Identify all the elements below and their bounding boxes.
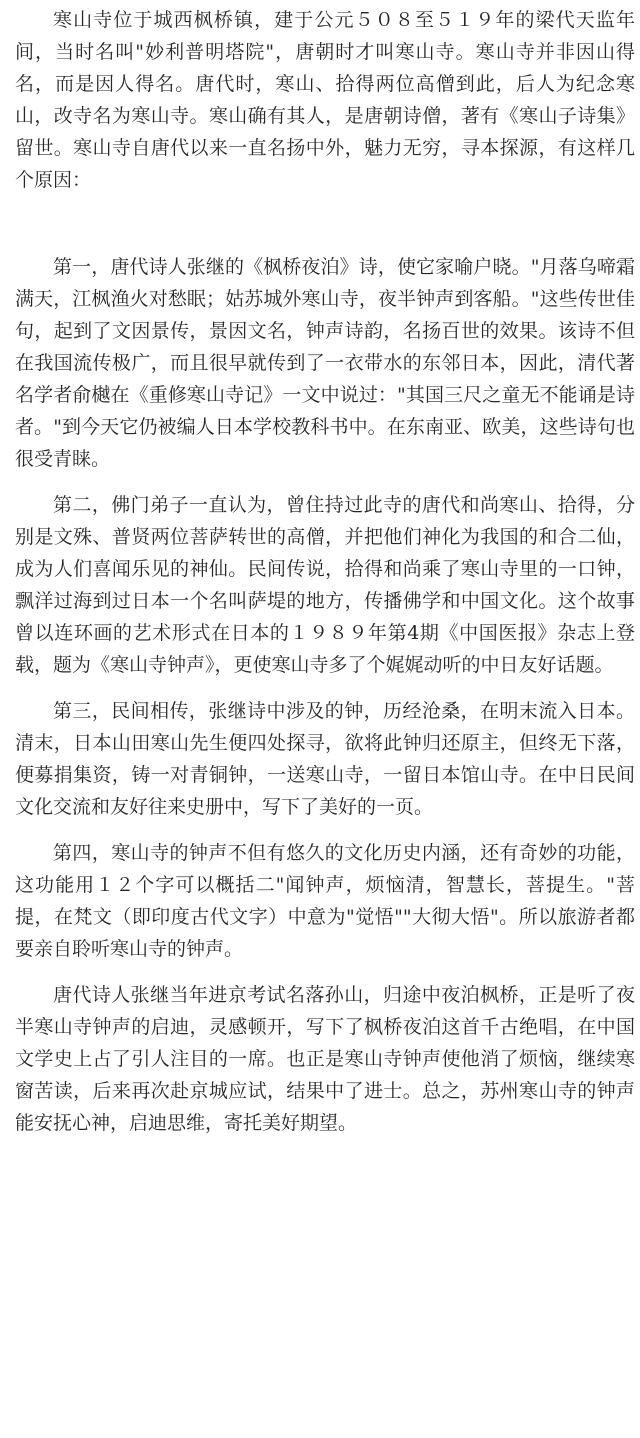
paragraph-intro: 寒山寺位于城西枫桥镇，建于公元５０８至５１９年的梁代天监年间，当时名叫"妙利普明塔院"，唐朝时才叫寒山寺。寒山寺并非因山得名，而是因人得名。唐代时，寒山、拾得两位高僧到此，后人为纪念寒山，改寺名为寒山寺。寒山确有其人，是唐朝诗僧，著有《寒山子诗集》留世。寒山寺自唐代以来一直名扬中外，魅力无穷，寻本探源，有这样几个原因： xyxy=(15,9,635,191)
paragraph-third-reason: 第三，民间相传，张继诗中涉及的钟，历经沧桑，在明末流入日本。清末，日本山田寒山先生便四处探寻，欲将此钟归还原主，但终无下落，便募捐集资，铸一对青铜钟，一送寒山寺，一留日本馆山寺。在中日民间文化交流和友好往来史册中，写下了美好的一页。 xyxy=(15,700,635,818)
article-body xyxy=(15,4,635,1139)
paragraph-fourth-reason: 第四，寒山寺的钟声不但有悠久的文化历史内涵，还有奇妙的功能，这功能用１２个字可以概括二"闻钟声，烦恼清，智慧长，菩提生。"菩提，在梵文（即印度古代文字）中意为"觉悟""大彻大悟"。所以旅游者都要亲自聆听寒山寺的钟声。 xyxy=(15,842,635,960)
paragraph-second-reason: 第二，佛门弟子一直认为，曾住持过此寺的唐代和尚寒山、拾得，分别是文殊、普贤两位菩萨转世的高僧，并把他们神化为我国的和合二仙，成为人们喜闻乐见的神仙。民间传说，拾得和尚乘了寒山寺里的一口钟，飘洋过海到过日本一个名叫萨堤的地方，传播佛学和中国文化。这个故事曾以连环画的艺术形式在日本的１９８９年第4期《中国医报》杂志上登载，题为《寒山寺钟声》，更使寒山寺多了个娓娓动听的中日友好话题。 xyxy=(15,494,635,676)
paragraph-spacer xyxy=(15,965,635,979)
paragraph-spacer xyxy=(15,475,635,489)
paragraph-conclusion: 唐代诗人张继当年进京考试名落孙山，归途中夜泊枫桥，正是听了夜半寒山寺钟声的启迪，灵感顿开，写下了枫桥夜泊这首千古绝唱，在中国文学史上占了引人注目的一席。也正是寒山寺钟声使他消了烦恼，继续寒窗苦读，后来再次赴京城应试，结果中了进士。总之，苏州寒山寺的钟声能安抚心神，启迪思维，寄托美好期望。 xyxy=(15,984,635,1134)
paragraph-first-reason: 第一，唐代诗人张继的《枫桥夜泊》诗，使它家喻户晓。"月落乌啼霜满天，江枫渔火对愁眠；姑苏城外寒山寺，夜半钟声到客船。"这些传世佳句，起到了文因景传，景因文名，钟声诗韵，名扬百世的效果。该诗不但在我国流传极广，而且很早就传到了一衣带水的东邻日本，因此，清代著名学者俞樾在《重修寒山寺记》一文中说过："其国三尺之童无不能诵是诗者。"到今天它仍被编人日本学校教科书中。在东南亚、欧美，这些诗句也很受青睐。 xyxy=(15,256,635,470)
paragraph-spacer xyxy=(15,681,635,695)
paragraph-spacer xyxy=(15,196,635,251)
paragraph-spacer xyxy=(15,823,635,837)
